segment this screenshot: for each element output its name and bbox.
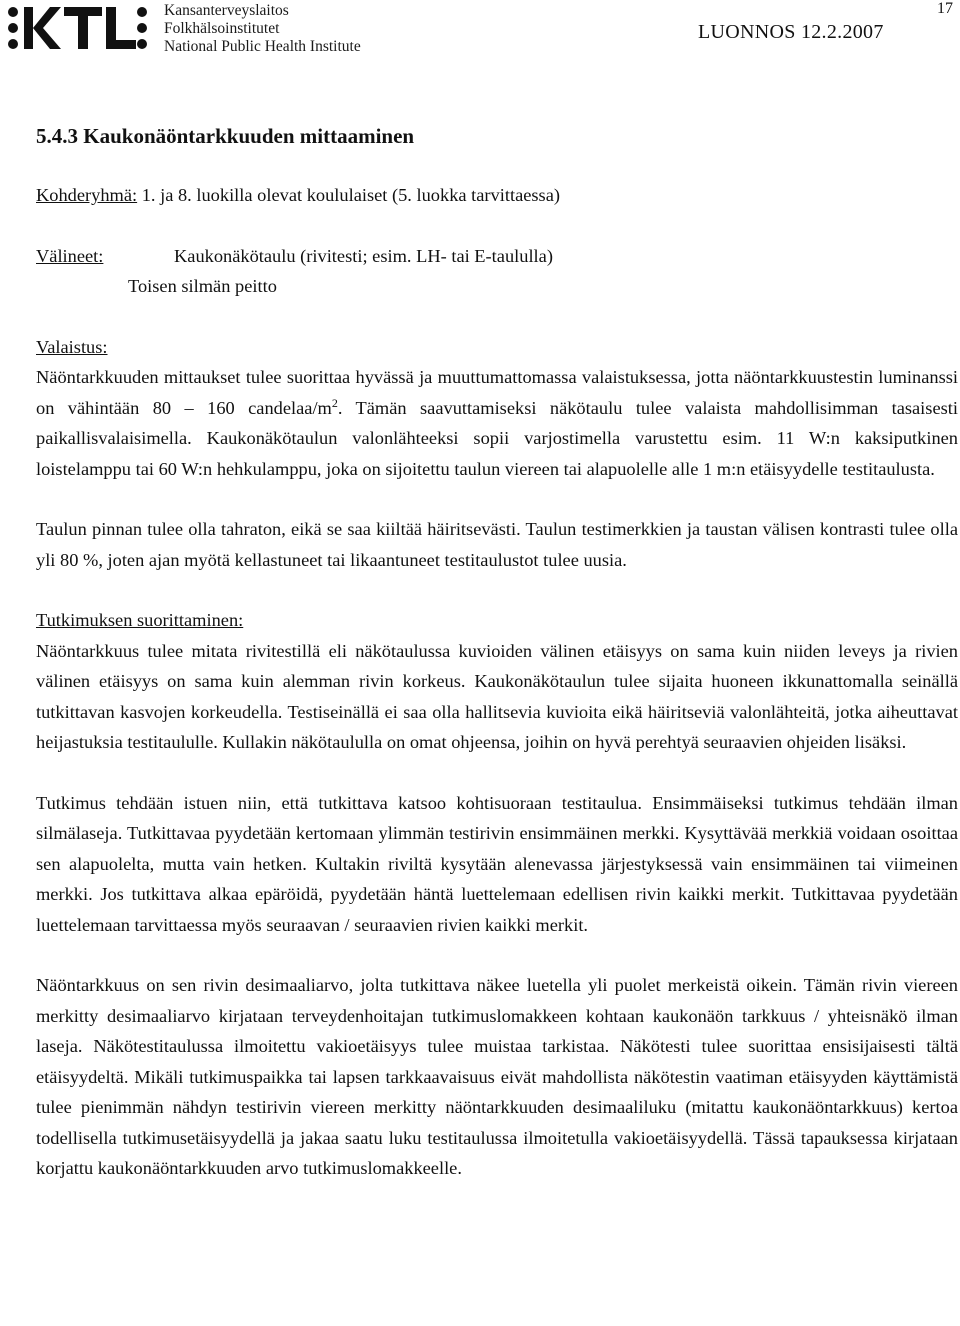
page-header	[0, 0, 960, 60]
section-title: 5.4.3 Kaukonäöntarkkuuden mittaaminen	[36, 124, 415, 148]
lighting-paragraph-1	[36, 362, 958, 484]
lighting-label-text: Valaistus:	[36, 336, 108, 357]
procedure-label	[36, 605, 958, 636]
target-group-label: Kohderyhmä:	[36, 185, 138, 205]
institute-name-en: National Public Health Institute	[164, 38, 361, 55]
equipment-line-1: Kaukonäkötaulu (rivitesti; esim. LH- tai E-taululla)	[174, 245, 553, 266]
ktl-logo	[6, 4, 152, 52]
institute-names	[164, 2, 361, 56]
procedure-paragraph-2: Tutkimus tehdään istuen niin, että tutkittava katsoo kohtisuoraan testitaulua. Ensimmäiseksi tutkimus tehdään ilman silmälaseja. Tutkittavaa pyydetään kertomaan ylimmän testirivin ensimmäinen merkki. Kysyttävää merkkiä voidaan osoittaa sen alapuolelta, mutta vain hetken. Kultakin riviltä kysytään alenevassa järjestyksessä vain ensimmäinen tai viimeinen merkki. Jos tutkittava alkaa epäröidä, pyydetään häntä luettelemaan edellisen rivin kaikki merkit. Tutkittavaa pyydetään luettelemaan tarvittaessa myös seuraavan / seuraavien rivien kaikki merkit.	[36, 792, 958, 935]
target-group-text: 1. ja 8. luokilla olevat koululaiset (5. luokka tarvittaessa)	[137, 185, 561, 205]
draft-date-label: LUONNOS 12.2.2007	[698, 21, 884, 43]
institute-name-sv: Folkhälsoinstitutet	[164, 20, 280, 37]
target-group-line	[36, 180, 958, 211]
equipment-label: Välineet:	[36, 245, 104, 266]
procedure-label-text: Tutkimuksen suorittaminen:	[36, 610, 244, 630]
institute-name-fi: Kansanterveyslaitos	[164, 2, 289, 19]
equipment-line-2: Toisen silmän peitto	[128, 276, 277, 296]
document-body	[36, 118, 958, 1184]
equipment-row	[36, 241, 958, 272]
page-number: 17	[937, 0, 953, 17]
lighting-p1-a: Näöntarkkuuden mittaukset tulee suorittaa hyvässä ja muuttumattomassa valaistuksessa, jotta näöntarkkuustestin luminanssi on vähintään 80 – 160 candelaa/m	[36, 367, 958, 418]
lighting-label	[36, 332, 958, 363]
superscript-two: 2	[331, 395, 338, 410]
procedure-paragraph-3: Näöntarkkuus on sen rivin desimaaliarvo, jolta tutkittava näkee luetella yli puolet merkeistä oikein. Tämän rivin viereen merkitty desimaaliarvo kirjataan terveydenhoitajan tutkimuslomakkeen kohtaan kaukonäön tarkkuus / yhteisnäkö ilman laseja. Näkötestitaulussa ilmoitettu vakioetäisyys tulee muistaa tarkistaa. Näkötesti tulee suorittaa ensisijaisesti tältä etäisyydeltä. Mikäli tutkimuspaikka tai lapsen tarkkaavaisuus eivät mahdollista näkötestin vaatiman etäisyyden käyttämistä tulee pienimmän nähdyn testirivin viereen merkitty näöntarkkuuden desimaaliluku (mitattu kaukonäöntarkkuus) kertoa todellisella tutkimusetäisyydellä ja jakaa saatu luku testitaulussa ilmoitetulla vakioetäisyydellä. Tässä tapauksessa kirjataan korjattu kaukonäöntarkkuuden arvo tutkimuslomakkeelle.	[36, 975, 958, 1178]
procedure-paragraph-1: Näöntarkkuus tulee mitata rivitestillä eli näkötaulussa kuvioiden välinen etäisyys on sama kuin niiden leveys ja rivien välinen etäisyys on sama kuin alemman rivin korkeus. Kaukonäkötaulun tulee sijaita huoneen ikkunattomalla seinällä tutkittavan kasvojen korkeudella. Testiseinällä ei saa olla hallitsevia kuvioita eikä häiritseviä valonlähteitä, jotka aiheuttavat heijastuksia testitaululle. Kullakin näkötaululla on omat ohjeensa, joihin on hyvä perehtyä seuraavien ohjeiden lisäksi.	[36, 640, 958, 752]
lighting-p1-b: . Tämän saavuttamiseksi näkötaulu tulee valaista mahdollisimman tasaisesti paikallisvalaisimella. Kaukonäkötaulun valonlähteeksi sopii varjostimella varustettu esim. 11 W:n kaksiputkinen loistelamppu tai 60 W:n hehkulamppu, joka on sijoitettu taulun viereen tai alapuolelle alle 1 m:n etäisyydelle testitaulusta.	[36, 397, 958, 479]
lighting-paragraph-2: Taulun pinnan tulee olla tahraton, eikä se saa kiiltää häiritsevästi. Taulun testimerkkien ja taustan välisen kontrasti tulee olla yli 80 %, joten ajan myötä kellastuneet tai likaantuneet testitaulustot tulee uusia.	[36, 519, 958, 570]
